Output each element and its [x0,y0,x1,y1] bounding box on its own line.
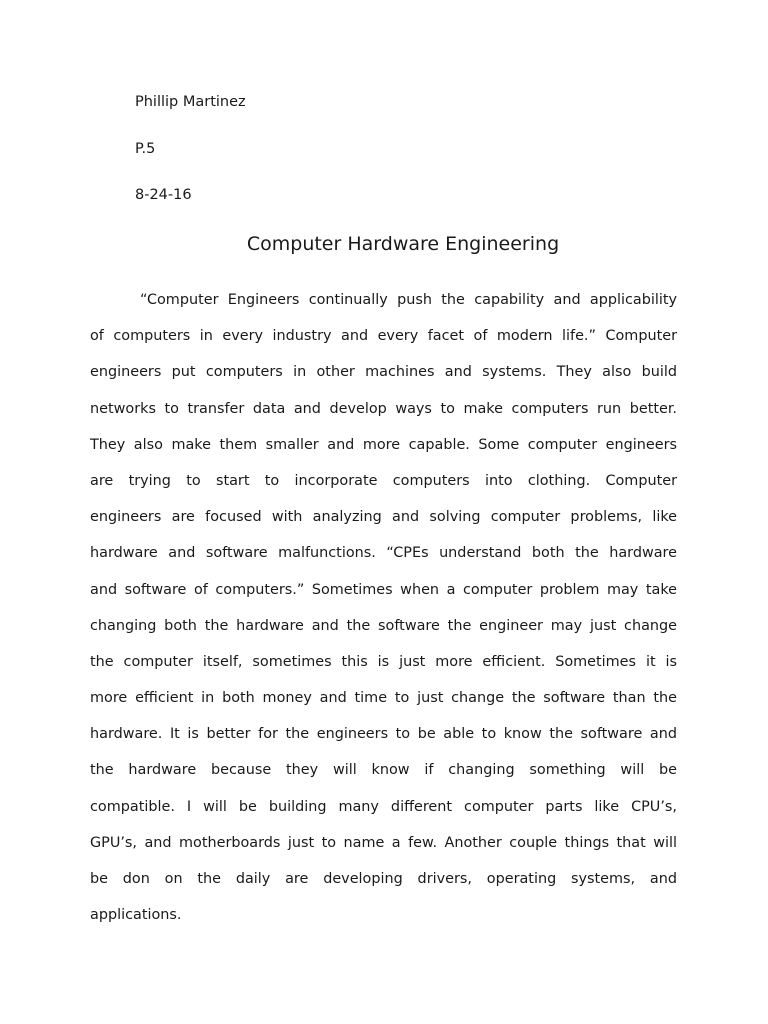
paragraph-line: GPU’s, and motherboards just to name a few. Another couple things that will [90,834,677,851]
paragraph-line: applications. [90,907,182,924]
paragraph-line: and software of computers.” Sometimes when a computer problem may take [90,581,677,598]
paragraph-line: hardware. It is better for the engineers to be able to know the software and [90,726,677,743]
paragraph-line: of computers in every industry and every facet of modern life.” Computer [90,328,677,345]
document-title: Computer Hardware Engineering [246,233,560,255]
paragraph-line: be don on the daily are developing drivers, operating systems, and [90,871,677,887]
body-paragraph [90,289,677,940]
paragraph-line: engineers are focused with analyzing and solving computer problems, like [90,509,677,526]
document-date: 8-24-16 [135,187,192,203]
paragraph-line: networks to transfer data and develop ways to make computers run better. [90,400,677,417]
author-name: Phillip Martinez [135,94,246,110]
paragraph-line: hardware and software malfunctions. “CPEs understand both the hardware [90,545,677,562]
paragraph-line: more efficient in both money and time to just change the software than the [90,690,677,707]
paragraph-line: the computer itself, sometimes this is just more efficient. Sometimes it is [90,653,677,670]
class-period: P.5 [135,141,156,157]
paragraph-line: are trying to start to incorporate computers into clothing. Computer [90,472,677,489]
paragraph-line: changing both the hardware and the software the engineer may just change [90,617,677,634]
paragraph-line: They also make them smaller and more capable. Some computer engineers [90,436,677,453]
paragraph-line: compatible. I will be building many different computer parts like CPU’s, [90,798,677,815]
paragraph-line: engineers put computers in other machines and systems. They also build [90,364,677,381]
paragraph-line: the hardware because they will know if changing something will be [90,762,677,779]
paragraph-line: “Computer Engineers continually push the capability and applicability [140,292,677,308]
